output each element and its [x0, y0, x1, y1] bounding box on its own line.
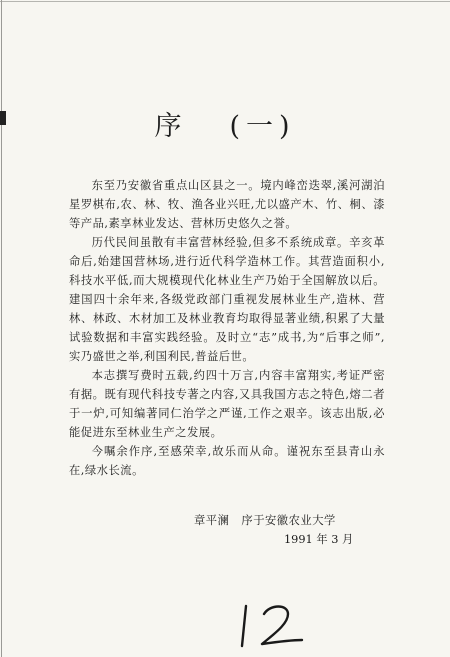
paragraph-1: 东至乃安徽省重点山区县之一。境内峰峦迭翠,溪河湖泊星罗棋布,农、林、牧、渔各业兴旺,尤以盛产木、竹、桐、漆等产品,素享林业发达、营林历史悠久之誉。 — [69, 179, 385, 230]
preface-date: 1991 年 3 月 — [284, 533, 354, 546]
handwritten-page-number — [236, 602, 316, 650]
author-name: 章平澜 — [194, 514, 230, 527]
author-affiliation: 序于安徽农业大学 — [241, 514, 336, 527]
scan-top-edge — [0, 1, 450, 2]
paragraph-4: 今嘱余作序,至感荣幸,故乐而从命。谨祝东至县青山永在,绿水长流。 — [69, 445, 385, 477]
preface-body — [69, 176, 385, 480]
title-main: 序 — [154, 111, 188, 142]
paragraph-2: 历代民间虽散有丰富营林经验,但多不系统成章。辛亥革命后,始建国营林场,进行近代科学造林工作。其营造面积小,科技水平低,而大规模现代化林业生产乃始于全国解放以后。建国四十余年来,各级党政部门重视发展林业生产,造林、营林、林政、木材加工及林业教育均取得显著业绩,积累了大量试验数据和丰富实践经验。及时立“志”成书,为“后事之师”,实乃盛世之举,利国利民,普益后世。 — [69, 236, 385, 363]
title-sub: (一) — [229, 111, 296, 142]
paragraph-3: 本志撰写费时五载,约四十万言,内容丰富翔实,考证严密有据。既有现代科技专著之内容,又具我国方志之特色,熔二者于一炉,可知编著同仁治学之严谨,工作之艰辛。该志出版,必能促进东至林业生产之发展。 — [69, 369, 385, 439]
signature-line — [194, 512, 336, 528]
scan-left-edge — [1, 0, 2, 657]
page-title — [0, 104, 450, 143]
